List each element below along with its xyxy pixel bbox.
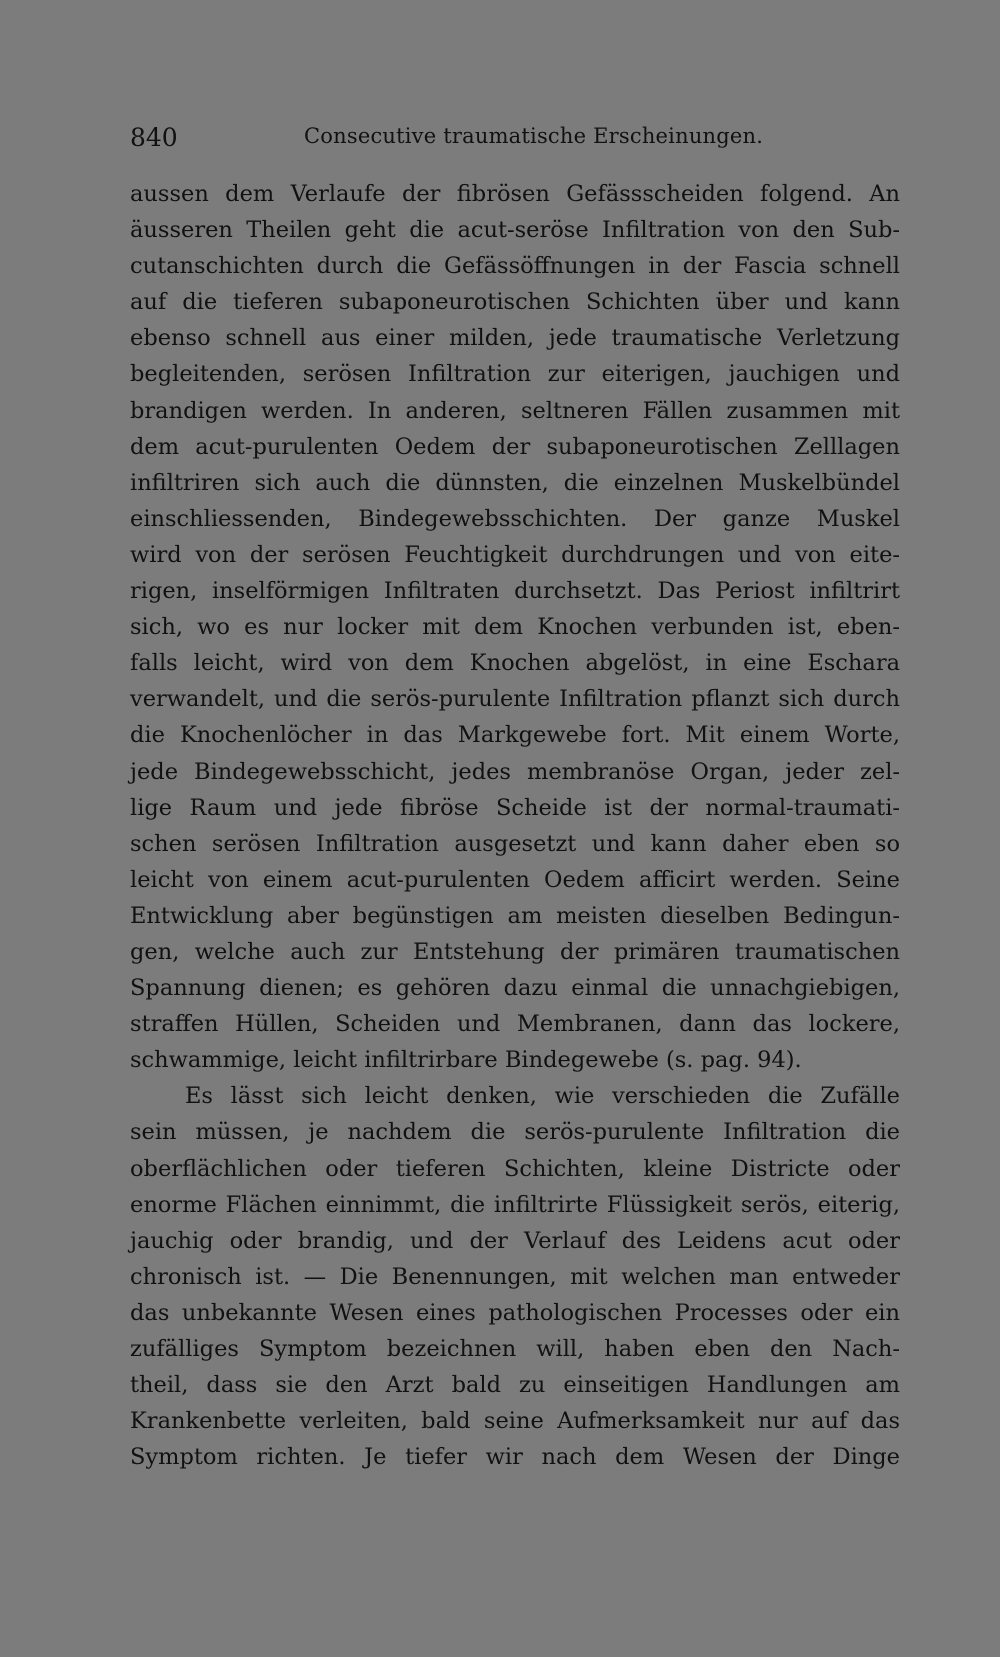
- text-line: zufälliges Symptom bezeichnen will, haben eben den Nach-: [130, 1336, 900, 1362]
- text-line: rigen, inselförmigen Infiltraten durchsetzt. Das Periost infiltrirt: [130, 578, 900, 605]
- text-line: schen serösen Infiltration ausgesetzt und kann daher eben so: [130, 830, 900, 857]
- text-line: jauchig oder brandig, und der Verlauf des Leidens acut oder: [130, 1227, 900, 1254]
- text-line: theil, dass sie den Arzt bald zu einseitigen Handlungen am: [130, 1372, 900, 1399]
- text-line: sein müssen, je nachdem die serös-purulente Infiltration die: [130, 1119, 900, 1146]
- text-line: das unbekannte Wesen eines pathologischen Processes oder ein: [130, 1299, 900, 1326]
- text-line: gen, welche auch zur Entstehung der primären traumatischen: [130, 938, 900, 965]
- text-line: infiltriren sich auch die dünnsten, die einzelnen Muskelbündel: [130, 469, 900, 496]
- text-line: Spannung dienen; es gehören dazu einmal die unnachgiebigen,: [130, 975, 900, 1002]
- text-line: enorme Flächen einnimmt, die infiltrirte Flüssigkeit serös, eiterig,: [130, 1191, 900, 1218]
- text-line: Es lässt sich leicht denken, wie verschieden die Zufälle: [185, 1083, 900, 1110]
- text-line: wird von der serösen Feuchtigkeit durchdrungen und von eite-: [130, 541, 900, 568]
- text-line: cutanschichten durch die Gefässöffnungen in der Fascia schnell: [130, 253, 900, 280]
- text-line: straffen Hüllen, Scheiden und Membranen, dann das lockere,: [130, 1011, 900, 1038]
- text-line: begleitenden, serösen Infiltration zur eiterigen, jauchigen und: [130, 361, 900, 388]
- text-line: brandigen werden. In anderen, seltneren Fällen zusammen mit: [130, 397, 900, 424]
- text-line: schwammige, leicht infiltrirbare Bindegewebe (s. pag. 94).: [130, 1047, 802, 1074]
- page-number: 840: [130, 123, 178, 152]
- text-line: Entwicklung aber begünstigen am meisten dieselben Bedingun-: [130, 902, 900, 929]
- text-line: verwandelt, und die serös-purulente Infiltration pflanzt sich durch: [130, 686, 900, 713]
- text-line: dem acut-purulenten Oedem der subaponeurotischen Zelllagen: [130, 433, 900, 460]
- text-line: äusseren Theilen geht die acut-seröse Infiltration von den Sub-: [130, 217, 900, 244]
- text-line: aussen dem Verlaufe der fibrösen Gefässscheiden folgend. An: [130, 181, 900, 207]
- text-line: jede Bindegewebsschicht, jedes membranöse Organ, jeder zel-: [130, 758, 900, 785]
- text-line: leicht von einem acut-purulenten Oedem afficirt werden. Seine: [130, 866, 900, 893]
- body-text: [130, 176, 900, 1475]
- text-line: falls leicht, wird von dem Knochen abgelöst, in eine Eschara: [130, 650, 900, 677]
- text-line: Symptom richten. Je tiefer wir nach dem Wesen der Dinge: [130, 1444, 900, 1471]
- paragraph-1: [130, 176, 900, 1078]
- text-line: die Knochenlöcher in das Markgewebe fort. Mit einem Worte,: [130, 722, 900, 749]
- text-line: lige Raum und jede fibröse Scheide ist der normal-traumati-: [130, 794, 900, 821]
- text-line: ebenso schnell aus einer milden, jede traumatische Verletzung: [130, 325, 900, 352]
- running-header: [130, 120, 900, 156]
- text-line: auf die tieferen subaponeurotischen Schichten über und kann: [130, 289, 900, 316]
- text-line: Krankenbette verleiten, bald seine Aufmerksamkeit nur auf das: [130, 1408, 900, 1435]
- chapter-title: Consecutive traumatische Erscheinungen.: [304, 124, 764, 148]
- text-line: sich, wo es nur locker mit dem Knochen verbunden ist, eben-: [130, 614, 900, 641]
- text-line: oberflächlichen oder tieferen Schichten, kleine Districte oder: [130, 1155, 900, 1182]
- text-line: chronisch ist. — Die Benennungen, mit welchen man entweder: [130, 1263, 900, 1290]
- paragraph-2: [130, 1078, 900, 1475]
- text-line: einschliessenden, Bindegewebsschichten. Der ganze Muskel: [130, 505, 900, 532]
